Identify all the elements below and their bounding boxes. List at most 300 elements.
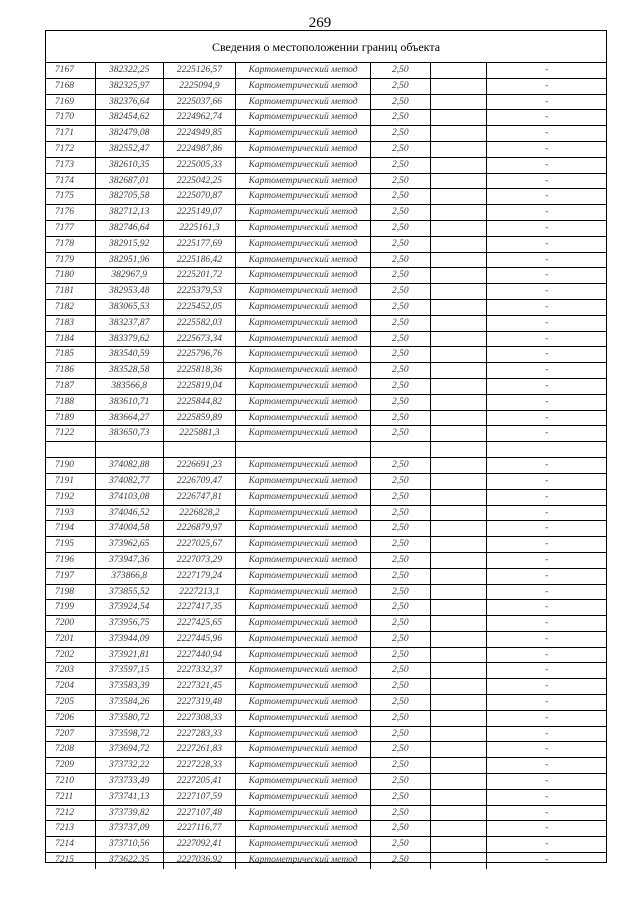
table-row xyxy=(46,553,606,569)
empty-cell xyxy=(431,616,488,631)
y-coordinate-cell: 2225379,53 xyxy=(164,284,237,299)
accuracy-cell: 2,50 xyxy=(371,727,431,742)
empty-cell xyxy=(431,537,488,552)
table-row xyxy=(46,189,606,205)
accuracy-cell: 2,50 xyxy=(371,253,431,268)
note-cell: - xyxy=(545,317,549,328)
y-coordinate-cell: 2227092,41 xyxy=(164,837,237,852)
y-coordinate-cell: 2227036,92 xyxy=(164,853,237,869)
point-number-cell: 7198 xyxy=(46,585,96,600)
y-coordinate-cell: 2227308,33 xyxy=(164,711,237,726)
accuracy-cell: 2,50 xyxy=(371,347,431,362)
accuracy-cell: 2,50 xyxy=(371,126,431,141)
table-row xyxy=(46,379,606,395)
accuracy-cell: 2,50 xyxy=(371,521,431,536)
y-coordinate-cell: 2227205,41 xyxy=(164,774,237,789)
point-number-cell: 7181 xyxy=(46,284,96,299)
x-coordinate-cell: 383566,8 xyxy=(96,379,164,394)
method-cell: Картометрический метод xyxy=(236,727,371,742)
empty-cell xyxy=(431,189,488,204)
point-number-cell: 7190 xyxy=(46,458,96,473)
table-row xyxy=(46,221,606,237)
method-cell: Картометрический метод xyxy=(236,411,371,426)
table-row xyxy=(46,268,606,284)
method-cell: Картометрический метод xyxy=(236,205,371,220)
note-cell: - xyxy=(545,270,549,281)
y-coordinate-cell: 2225037,66 xyxy=(164,95,237,110)
table-row xyxy=(46,458,606,474)
y-coordinate-cell: 2224987,86 xyxy=(164,142,237,157)
point-number-cell: 7204 xyxy=(46,679,96,694)
y-coordinate-cell: 2227107,59 xyxy=(164,790,237,805)
x-coordinate-cell: 383065,53 xyxy=(96,300,164,315)
point-number-cell: 7197 xyxy=(46,569,96,584)
accuracy-cell: 2,50 xyxy=(371,821,431,836)
note-cell: - xyxy=(545,855,549,866)
note-cell: - xyxy=(545,396,549,407)
empty-cell xyxy=(431,837,488,852)
y-coordinate-cell: 2227025,67 xyxy=(164,537,237,552)
x-coordinate-cell: 373694,72 xyxy=(96,742,164,757)
method-cell: Картометрический метод xyxy=(236,347,371,362)
table-row xyxy=(46,821,606,837)
x-coordinate-cell: 373737,09 xyxy=(96,821,164,836)
point-number-cell: 7212 xyxy=(46,806,96,821)
table-row xyxy=(46,695,606,711)
empty-cell xyxy=(431,300,488,315)
y-coordinate-cell: 2227425,65 xyxy=(164,616,237,631)
accuracy-cell: 2,50 xyxy=(371,95,431,110)
accuracy-cell: 2,50 xyxy=(371,142,431,157)
x-coordinate-cell: 374046,52 xyxy=(96,506,164,521)
table-row xyxy=(46,506,606,522)
empty-cell xyxy=(431,679,488,694)
point-number-cell: 7173 xyxy=(46,158,96,173)
table-row xyxy=(46,411,606,427)
method-cell: Картометрический метод xyxy=(236,174,371,189)
empty-cell xyxy=(431,63,488,78)
accuracy-cell: 2,50 xyxy=(371,600,431,615)
note-cell: - xyxy=(545,681,549,692)
y-coordinate-cell: 2225186,42 xyxy=(164,253,237,268)
x-coordinate-cell: 373732,22 xyxy=(96,758,164,773)
x-coordinate-cell: 373580,72 xyxy=(96,711,164,726)
note-cell: - xyxy=(545,523,549,534)
table-row xyxy=(46,474,606,490)
y-coordinate-cell: 2225859,89 xyxy=(164,411,237,426)
accuracy-cell: 2,50 xyxy=(371,474,431,489)
method-cell: Картометрический метод xyxy=(236,95,371,110)
y-coordinate-cell: 2227073,29 xyxy=(164,553,237,568)
accuracy-cell: 2,50 xyxy=(371,695,431,710)
x-coordinate-cell: 383237,87 xyxy=(96,316,164,331)
method-cell: Картометрический метод xyxy=(236,853,371,869)
x-coordinate-cell: 373622,35 xyxy=(96,853,164,869)
point-number-cell: 7177 xyxy=(46,221,96,236)
method-cell: Картометрический метод xyxy=(236,79,371,94)
note-cell: - xyxy=(545,333,549,344)
x-coordinate-cell: 374082,88 xyxy=(96,458,164,473)
note-cell: - xyxy=(545,618,549,629)
x-coordinate-cell: 383610,71 xyxy=(96,395,164,410)
empty-cell xyxy=(431,395,488,410)
empty-cell xyxy=(431,790,488,805)
table-row xyxy=(46,585,606,601)
empty-cell xyxy=(431,521,488,536)
x-coordinate-cell: 382376,64 xyxy=(96,95,164,110)
y-coordinate-cell: 2225819,04 xyxy=(164,379,237,394)
y-coordinate-cell: 2226691,23 xyxy=(164,458,237,473)
note-cell: - xyxy=(545,554,549,565)
point-number-cell: 7183 xyxy=(46,316,96,331)
point-number-cell: 7175 xyxy=(46,189,96,204)
table-row xyxy=(46,742,606,758)
method-cell: Картометрический метод xyxy=(236,648,371,663)
empty-cell xyxy=(431,727,488,742)
note-cell: - xyxy=(545,665,549,676)
x-coordinate-cell: 382454,62 xyxy=(96,110,164,125)
note-cell: - xyxy=(545,697,549,708)
point-number-cell: 7200 xyxy=(46,616,96,631)
note-cell: - xyxy=(545,744,549,755)
accuracy-cell: 2,50 xyxy=(371,663,431,678)
point-number-cell: 7188 xyxy=(46,395,96,410)
empty-cell xyxy=(431,774,488,789)
empty-cell xyxy=(431,506,488,521)
x-coordinate-cell: 374004,58 xyxy=(96,521,164,536)
point-number-cell xyxy=(46,442,96,457)
method-cell: Картометрический метод xyxy=(236,569,371,584)
point-number-cell: 7214 xyxy=(46,837,96,852)
x-coordinate-cell: 383664,27 xyxy=(96,411,164,426)
method-cell: Картометрический метод xyxy=(236,585,371,600)
method-cell: Картометрический метод xyxy=(236,110,371,125)
accuracy-cell: 2,50 xyxy=(371,553,431,568)
method-cell: Картометрический метод xyxy=(236,521,371,536)
point-number-cell: 7172 xyxy=(46,142,96,157)
point-number-cell: 7211 xyxy=(46,790,96,805)
x-coordinate-cell: 383540,59 xyxy=(96,347,164,362)
table-row xyxy=(46,569,606,585)
x-coordinate-cell: 373924,54 xyxy=(96,600,164,615)
note-cell: - xyxy=(545,65,549,75)
y-coordinate-cell: 2225844,82 xyxy=(164,395,237,410)
x-coordinate-cell: 382712,13 xyxy=(96,205,164,220)
empty-cell xyxy=(431,426,488,441)
accuracy-cell: 2,50 xyxy=(371,742,431,757)
table-row xyxy=(46,205,606,221)
empty-cell xyxy=(431,126,488,141)
note-cell: - xyxy=(545,365,549,376)
method-cell: Картометрический метод xyxy=(236,379,371,394)
y-coordinate-cell: 2227179,24 xyxy=(164,569,237,584)
empty-cell xyxy=(431,758,488,773)
y-coordinate-cell: 2225881,3 xyxy=(164,426,237,441)
accuracy-cell: 2,50 xyxy=(371,426,431,441)
accuracy-cell: 2,50 xyxy=(371,189,431,204)
accuracy-cell: 2,50 xyxy=(371,268,431,283)
point-number-cell: 7207 xyxy=(46,727,96,742)
point-number-cell: 7215 xyxy=(46,853,96,869)
y-coordinate-cell: 2225149,07 xyxy=(164,205,237,220)
empty-cell xyxy=(431,853,488,869)
method-cell: Картометрический метод xyxy=(236,189,371,204)
empty-cell xyxy=(431,411,488,426)
empty-cell xyxy=(431,569,488,584)
table-row xyxy=(46,679,606,695)
method-cell: Картометрический метод xyxy=(236,142,371,157)
accuracy-cell: 2,50 xyxy=(371,316,431,331)
y-coordinate-cell: 2225070,87 xyxy=(164,189,237,204)
empty-cell xyxy=(431,332,488,347)
y-coordinate-cell: 2227107,48 xyxy=(164,806,237,821)
point-number-cell: 7203 xyxy=(46,663,96,678)
y-coordinate-cell: 2225042,25 xyxy=(164,174,237,189)
x-coordinate-cell: 373855,52 xyxy=(96,585,164,600)
point-number-cell: 7189 xyxy=(46,411,96,426)
note-cell xyxy=(487,442,606,457)
empty-cell xyxy=(431,205,488,220)
note-cell: - xyxy=(545,649,549,660)
accuracy-cell xyxy=(371,442,431,457)
x-coordinate-cell: 382915,92 xyxy=(96,237,164,252)
x-coordinate-cell: 373739,82 xyxy=(96,806,164,821)
empty-cell xyxy=(431,174,488,189)
point-number-cell: 7170 xyxy=(46,110,96,125)
note-cell: - xyxy=(545,428,549,439)
note-cell: - xyxy=(545,791,549,802)
method-cell: Картометрический метод xyxy=(236,616,371,631)
method-cell: Картометрический метод xyxy=(236,332,371,347)
note-cell: - xyxy=(545,301,549,312)
point-number-cell: 7199 xyxy=(46,600,96,615)
note-cell: - xyxy=(545,159,549,170)
note-cell: - xyxy=(545,412,549,423)
method-cell: Картометрический метод xyxy=(236,600,371,615)
accuracy-cell: 2,50 xyxy=(371,490,431,505)
y-coordinate-cell: 2225005,33 xyxy=(164,158,237,173)
y-coordinate-cell: 2225177,69 xyxy=(164,237,237,252)
y-coordinate-cell: 2227116,77 xyxy=(164,821,237,836)
table-row xyxy=(46,774,606,790)
x-coordinate-cell: 373962,65 xyxy=(96,537,164,552)
x-coordinate-cell: 373741,13 xyxy=(96,790,164,805)
point-number-cell: 7186 xyxy=(46,363,96,378)
note-cell: - xyxy=(545,760,549,771)
method-cell: Картометрический метод xyxy=(236,774,371,789)
method-cell: Картометрический метод xyxy=(236,237,371,252)
accuracy-cell: 2,50 xyxy=(371,774,431,789)
point-number-cell: 7180 xyxy=(46,268,96,283)
y-coordinate-cell: 2227319,48 xyxy=(164,695,237,710)
note-cell: - xyxy=(545,112,549,123)
accuracy-cell: 2,50 xyxy=(371,853,431,869)
method-cell: Картометрический метод xyxy=(236,553,371,568)
table-row xyxy=(46,616,606,632)
table-row xyxy=(46,521,606,537)
empty-cell xyxy=(431,142,488,157)
method-cell: Картометрический метод xyxy=(236,790,371,805)
point-number-cell: 7208 xyxy=(46,742,96,757)
x-coordinate-cell: 382325,97 xyxy=(96,79,164,94)
accuracy-cell: 2,50 xyxy=(371,174,431,189)
table-row xyxy=(46,332,606,348)
note-cell: - xyxy=(545,380,549,391)
point-number-cell: 7179 xyxy=(46,253,96,268)
y-coordinate-cell: 2225673,34 xyxy=(164,332,237,347)
x-coordinate-cell: 373598,72 xyxy=(96,727,164,742)
note-cell: - xyxy=(545,80,549,91)
point-number-cell: 7122 xyxy=(46,426,96,441)
note-cell: - xyxy=(545,128,549,139)
note-cell: - xyxy=(545,633,549,644)
x-coordinate-cell xyxy=(96,442,164,457)
table-row xyxy=(46,727,606,743)
accuracy-cell: 2,50 xyxy=(371,679,431,694)
method-cell: Картометрический метод xyxy=(236,253,371,268)
table-row xyxy=(46,837,606,853)
x-coordinate-cell: 374082,77 xyxy=(96,474,164,489)
x-coordinate-cell: 373956,75 xyxy=(96,616,164,631)
accuracy-cell: 2,50 xyxy=(371,79,431,94)
method-cell: Картометрический метод xyxy=(236,695,371,710)
point-number-cell: 7182 xyxy=(46,300,96,315)
point-number-cell: 7184 xyxy=(46,332,96,347)
table-row xyxy=(46,790,606,806)
empty-cell xyxy=(431,490,488,505)
accuracy-cell: 2,50 xyxy=(371,300,431,315)
point-number-cell: 7206 xyxy=(46,711,96,726)
table-row xyxy=(46,663,606,679)
empty-cell xyxy=(431,458,488,473)
point-number-cell: 7205 xyxy=(46,695,96,710)
empty-cell xyxy=(431,79,488,94)
method-cell: Картометрический метод xyxy=(236,821,371,836)
method-cell: Картометрический метод xyxy=(236,458,371,473)
x-coordinate-cell: 373947,36 xyxy=(96,553,164,568)
note-cell: - xyxy=(545,602,549,613)
table-row xyxy=(46,316,606,332)
empty-cell xyxy=(431,379,488,394)
empty-cell xyxy=(431,95,488,110)
note-cell: - xyxy=(545,491,549,502)
y-coordinate-cell: 2226828,2 xyxy=(164,506,237,521)
empty-cell xyxy=(431,363,488,378)
method-cell: Картометрический метод xyxy=(236,490,371,505)
method-cell: Картометрический метод xyxy=(236,632,371,647)
x-coordinate-cell: 382610,35 xyxy=(96,158,164,173)
point-number-cell: 7168 xyxy=(46,79,96,94)
y-coordinate-cell: 2225201,72 xyxy=(164,268,237,283)
table-row xyxy=(46,806,606,822)
point-number-cell: 7176 xyxy=(46,205,96,220)
note-cell: - xyxy=(545,570,549,581)
method-cell: Картометрический метод xyxy=(236,426,371,441)
x-coordinate-cell: 382951,96 xyxy=(96,253,164,268)
accuracy-cell: 2,50 xyxy=(371,790,431,805)
note-cell: - xyxy=(545,460,549,471)
point-number-cell: 7187 xyxy=(46,379,96,394)
method-cell: Картометрический метод xyxy=(236,537,371,552)
y-coordinate-cell: 2227321,45 xyxy=(164,679,237,694)
empty-cell xyxy=(431,742,488,757)
table-row xyxy=(46,158,606,174)
table-heading: Сведения о местоположении границ объекта xyxy=(46,31,606,63)
x-coordinate-cell: 373583,39 xyxy=(96,679,164,694)
y-coordinate-cell: 2224949,85 xyxy=(164,126,237,141)
method-cell xyxy=(236,442,371,457)
note-cell: - xyxy=(545,349,549,360)
empty-cell xyxy=(431,585,488,600)
method-cell: Картометрический метод xyxy=(236,316,371,331)
note-cell: - xyxy=(545,191,549,202)
coordinates-table xyxy=(45,30,607,866)
point-number-cell: 7195 xyxy=(46,537,96,552)
note-cell: - xyxy=(545,238,549,249)
table-row xyxy=(46,648,606,664)
y-coordinate-cell: 2227228,33 xyxy=(164,758,237,773)
empty-cell xyxy=(431,347,488,362)
page-number: 269 xyxy=(308,15,332,31)
accuracy-cell: 2,50 xyxy=(371,585,431,600)
accuracy-cell: 2,50 xyxy=(371,205,431,220)
empty-cell xyxy=(431,253,488,268)
point-number-cell: 7192 xyxy=(46,490,96,505)
x-coordinate-cell: 382322,25 xyxy=(96,63,164,78)
table-row xyxy=(46,853,606,869)
x-coordinate-cell: 383379,62 xyxy=(96,332,164,347)
empty-cell xyxy=(431,284,488,299)
y-coordinate-cell: 2225796,76 xyxy=(164,347,237,362)
accuracy-cell: 2,50 xyxy=(371,237,431,252)
y-coordinate-cell: 2225452,05 xyxy=(164,300,237,315)
y-coordinate-cell: 2225094,9 xyxy=(164,79,237,94)
point-number-cell: 7209 xyxy=(46,758,96,773)
method-cell: Картометрический метод xyxy=(236,742,371,757)
accuracy-cell: 2,50 xyxy=(371,221,431,236)
empty-cell xyxy=(431,158,488,173)
x-coordinate-cell: 382967,9 xyxy=(96,268,164,283)
method-cell: Картометрический метод xyxy=(236,363,371,378)
method-cell: Картометрический метод xyxy=(236,506,371,521)
empty-cell xyxy=(431,110,488,125)
point-number-cell: 7169 xyxy=(46,95,96,110)
note-cell: - xyxy=(545,776,549,787)
y-coordinate-cell: 2226709,47 xyxy=(164,474,237,489)
table-row xyxy=(46,537,606,553)
accuracy-cell: 2,50 xyxy=(371,711,431,726)
empty-cell xyxy=(431,806,488,821)
x-coordinate-cell: 373921,81 xyxy=(96,648,164,663)
empty-cell xyxy=(431,711,488,726)
method-cell: Картометрический метод xyxy=(236,221,371,236)
table-row xyxy=(46,363,606,379)
x-coordinate-cell: 373866,8 xyxy=(96,569,164,584)
table-row xyxy=(46,300,606,316)
note-cell: - xyxy=(545,286,549,297)
point-number-cell: 7167 xyxy=(46,63,96,78)
table-row xyxy=(46,63,606,79)
table-row xyxy=(46,126,606,142)
table-row xyxy=(46,711,606,727)
accuracy-cell: 2,50 xyxy=(371,158,431,173)
y-coordinate-cell: 2224962,74 xyxy=(164,110,237,125)
accuracy-cell: 2,50 xyxy=(371,63,431,78)
accuracy-cell: 2,50 xyxy=(371,411,431,426)
empty-cell xyxy=(431,600,488,615)
table-row xyxy=(46,95,606,111)
point-number-cell: 7191 xyxy=(46,474,96,489)
